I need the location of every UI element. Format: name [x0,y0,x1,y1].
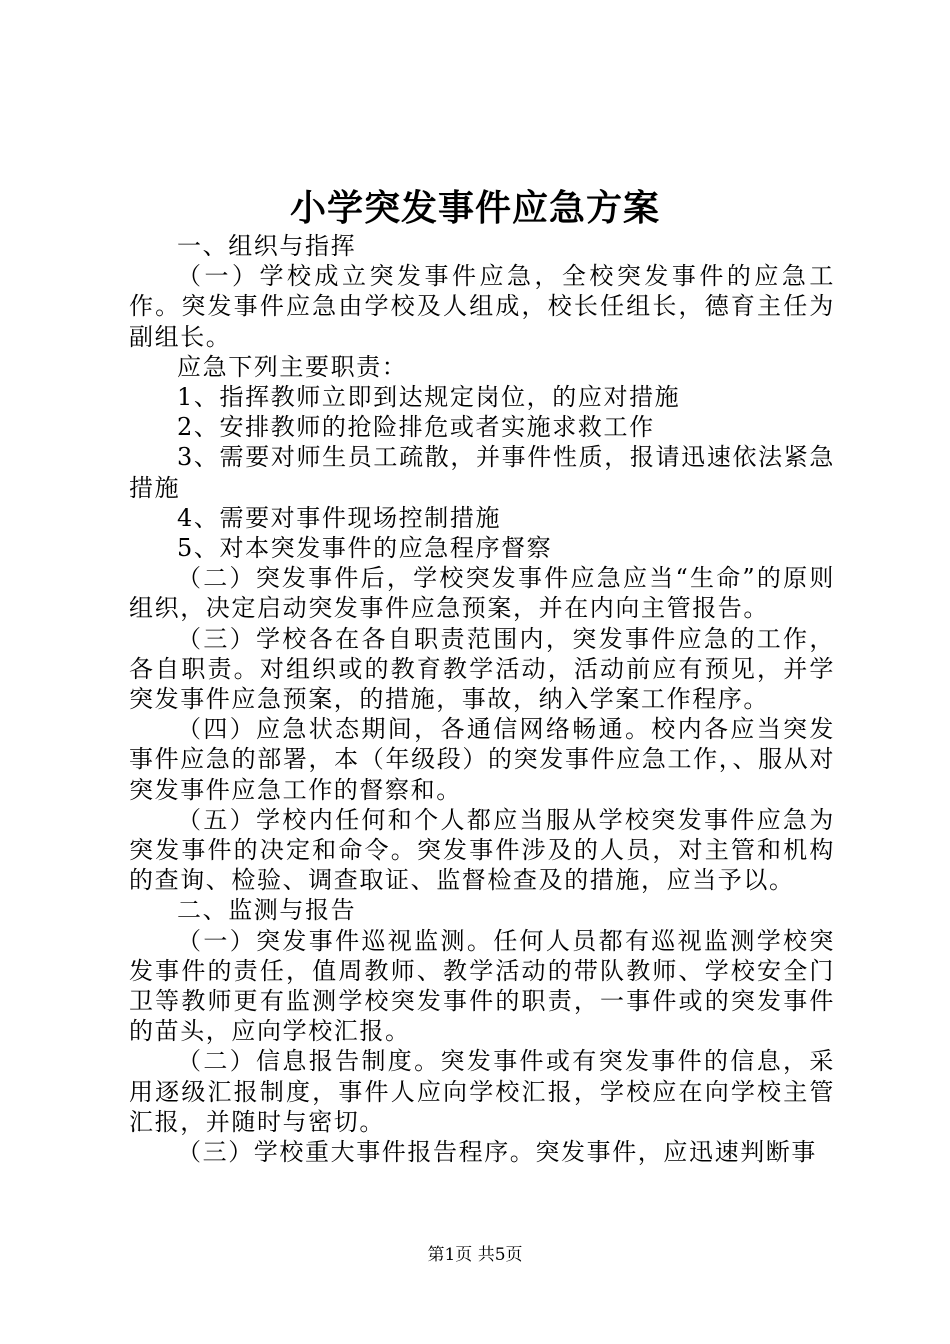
paragraph: （一）学校成立突发事件应急，全校突发事件的应急工作。突发事件应急由学校及人组成，校长任组长，德育主任为副组长。 [129,262,835,351]
document-body [129,231,835,1167]
list-item: 2、安排教师的抢险排危或者实施求救工作 [177,413,655,442]
paragraph: 应急下列主要职责： [177,352,408,381]
list-item: 4、需要对事件现场控制措施 [177,503,502,532]
paragraph: （四）应急状态期间，各通信网络畅通。校内各应当突发事件应急的部署，本（年级段）的突发事件应急工作，、服从对突发事件应急工作的督察和。 [129,715,835,804]
page-footer: 第1页 共5页 [427,1245,523,1265]
section-heading: 二、监测与报告 [177,896,357,925]
section-heading: 一、组织与指挥 [177,232,357,260]
paragraph: （三）学校各在各自职责范围内，突发事件应急的工作，各自职责。对组织或的教育教学活动，活动前应有预见，并学突发事件应急预案，的措施，事故，纳入学案工作程序。 [129,624,835,714]
paragraph: （二）信息报告制度。突发事件或有突发事件的信息，采用逐级汇报制度，事件人应向学校汇报，学校应在向学校主管汇报，并随时与密切。 [129,1047,835,1136]
list-item: 3、需要对师生员工疏散，并事件性质，报请迅速依法紧急措施 [129,443,835,502]
paragraph: （一）突发事件巡视监测。任何人员都有巡视监测学校突发事件的责任，值周教师、教学活动的带队教师、学校安全门卫等教师更有监测学校突发事件的职责，一事件或的突发事件的苗头，应向学校汇报。 [129,926,835,1046]
paragraph: （二）突发事件后，学校突发事件应急应当“生命”的原则组织，决定启动突发事件应急预案，并在内向主管报告。 [129,564,835,623]
paragraph: （五）学校内任何和个人都应当服从学校突发事件应急为突发事件的决定和命令。突发事件涉及的人员，对主管和机构的查询、检验、调查取证、监督检查及的措施，应当予以。 [129,805,835,895]
document-title: 小学突发事件应急方案 [289,187,660,229]
list-item: 5、对本突发事件的应急程序督察 [177,534,553,563]
list-item: 1、指挥教师立即到达规定岗位，的应对措施 [177,383,681,412]
paragraph: （三）学校重大事件报告程序。突发事件，应迅速判断事 [177,1138,817,1167]
